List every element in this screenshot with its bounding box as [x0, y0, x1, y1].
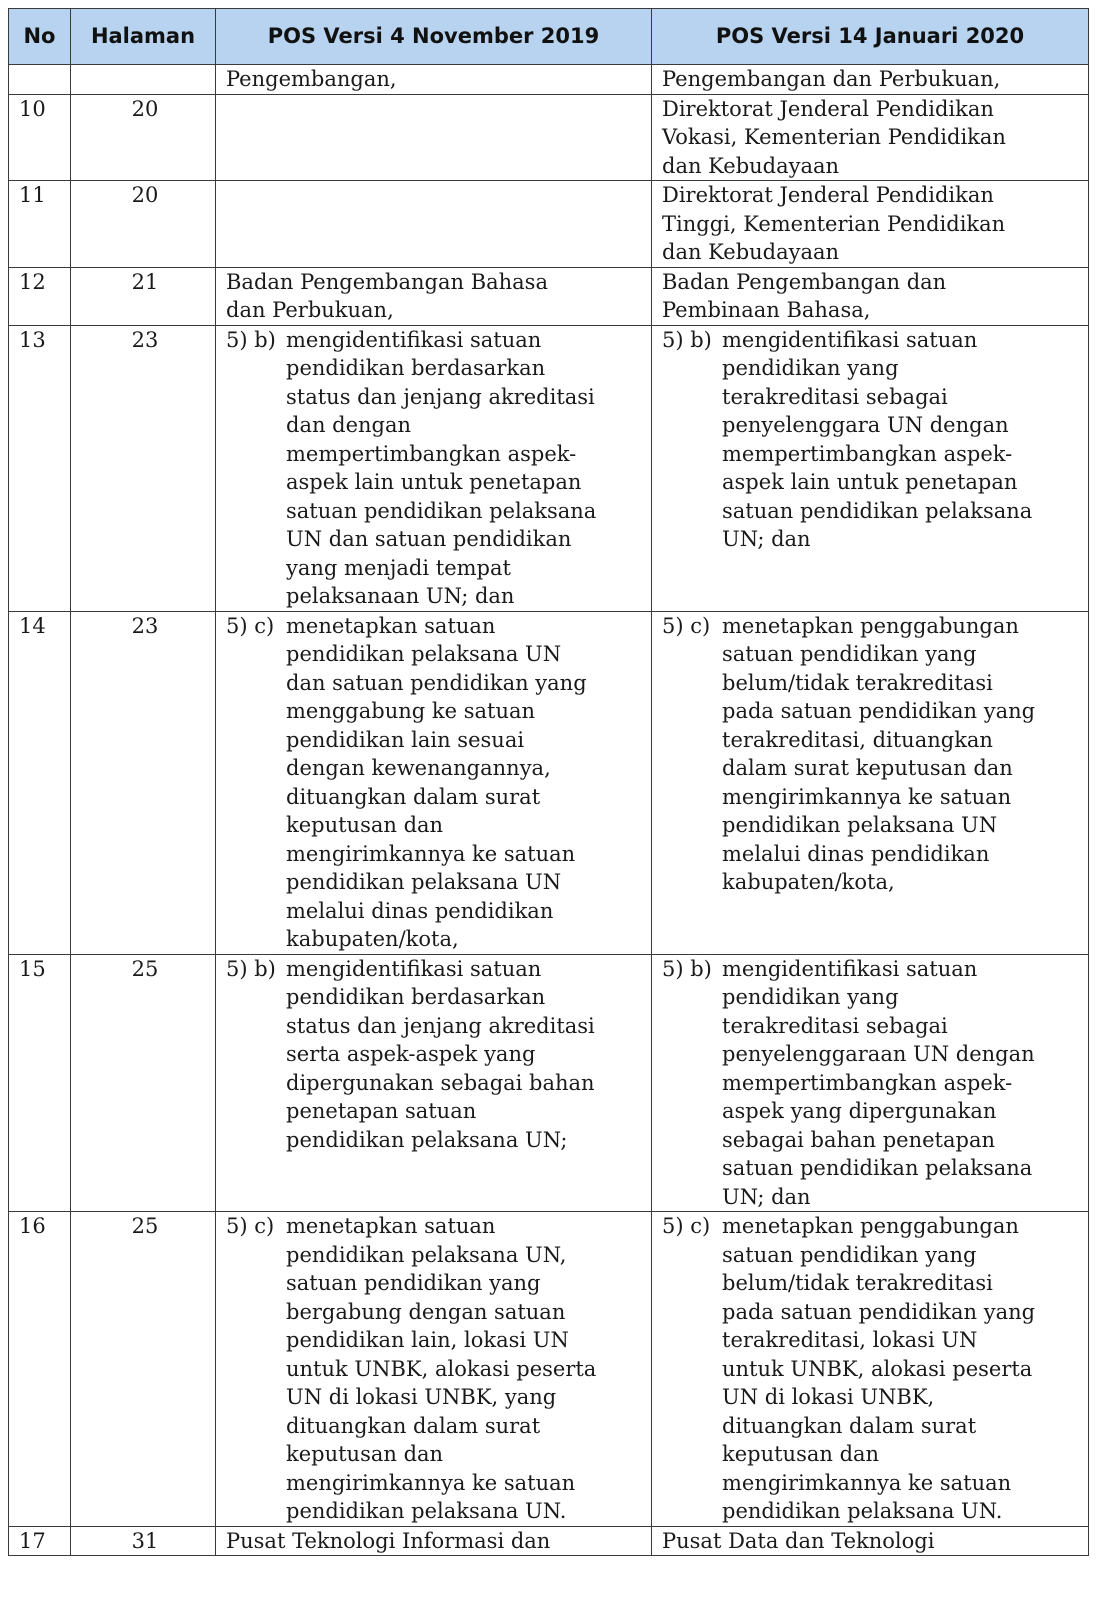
text-line: menetapkan penggabungan [722, 613, 1019, 638]
text-line: pelaksanaan UN; dan [286, 584, 515, 608]
item-label: 5) b) [226, 956, 276, 981]
row-page: 25 [71, 1212, 216, 1527]
cell-version-2020 [652, 267, 1089, 325]
cell-version-2019 [216, 65, 652, 95]
table-row [9, 267, 1089, 325]
text-line: pendidikan pelaksana UN [286, 642, 562, 666]
row-page [71, 65, 216, 95]
text-line: menggabung ke satuan [286, 699, 536, 723]
text-line: penetapan satuan [286, 1099, 477, 1123]
row-page: 23 [71, 325, 216, 611]
text-line: UN di lokasi UNBK, [722, 1385, 935, 1409]
cell-version-2020 [652, 1212, 1089, 1527]
text-line: kabupaten/kota, [722, 870, 895, 894]
cell-version-2020 [652, 325, 1089, 611]
text-line: satuan pendidikan yang [722, 642, 977, 666]
item-label: 5) b) [662, 956, 712, 981]
row-page: 25 [71, 954, 216, 1212]
row-page: 21 [71, 267, 216, 325]
text-line: dituangkan dalam surat [286, 1413, 541, 1438]
row-number: 11 [9, 181, 71, 268]
text-line: Pembinaan Bahasa, [662, 298, 871, 322]
row-number [9, 65, 71, 95]
text-line: mengirimkannya ke satuan [722, 1470, 1012, 1495]
row-page: 20 [71, 94, 216, 181]
text-line: keputusan dan [722, 1442, 880, 1466]
header-version-2019: POS Versi 4 November 2019 [216, 9, 652, 65]
text-line: UN; dan [722, 527, 811, 551]
table-row [9, 181, 1089, 268]
text-line: mengirimkannya ke satuan [286, 841, 576, 866]
text-line: melalui dinas pendidikan [722, 841, 990, 866]
text-line: dengan kewenangannya, [286, 756, 551, 780]
text-line: pendidikan pelaksana UN [722, 813, 998, 837]
text-line: aspek yang dipergunakan [722, 1099, 997, 1123]
text-line: dan dengan [286, 413, 412, 437]
row-page: 31 [71, 1526, 216, 1556]
item-label: 5) b) [662, 327, 712, 352]
text-line: mengidentifikasi satuan [722, 956, 978, 981]
text-line: menetapkan satuan [286, 613, 496, 638]
comparison-table [8, 8, 1089, 1556]
cell-version-2020 [652, 611, 1089, 954]
text-line: serta aspek-aspek yang [286, 1042, 536, 1066]
text-line: Pusat Teknologi Informasi dan [226, 1528, 551, 1553]
text-line: dituangkan dalam surat [722, 1413, 977, 1438]
text-line: mempertimbangkan aspek- [722, 1070, 1013, 1095]
text-line: untuk UNBK, alokasi peserta [286, 1356, 597, 1381]
text-line: mengirimkannya ke satuan [286, 1470, 576, 1495]
text-line: keputusan dan [286, 813, 444, 837]
table-row [9, 325, 1089, 611]
text-line: pendidikan berdasarkan [286, 985, 546, 1009]
text-line: terakreditasi, dituangkan [722, 727, 993, 752]
text-line: satuan pendidikan yang [722, 1242, 977, 1267]
text-line: pendidikan pelaksana UN. [286, 1499, 567, 1523]
text-line: Badan Pengembangan Bahasa [226, 269, 548, 294]
cell-version-2020 [652, 94, 1089, 181]
text-line: satuan pendidikan pelaksana [722, 498, 1033, 523]
text-line: satuan pendidikan pelaksana [722, 1156, 1033, 1180]
text-line: keputusan dan [286, 1442, 444, 1466]
text-line: penyelenggara UN dengan [722, 413, 1009, 437]
text-line: kabupaten/kota, [286, 927, 459, 951]
text-line: dan satuan pendidikan yang [286, 670, 587, 695]
text-line: pada satuan pendidikan yang [722, 1299, 1036, 1324]
cell-version-2019 [216, 267, 652, 325]
text-line: dalam surat keputusan dan [722, 756, 1013, 780]
text-line: untuk UNBK, alokasi peserta [722, 1356, 1033, 1381]
row-number: 14 [9, 611, 71, 954]
text-line: pendidikan pelaksana UN; [286, 1127, 568, 1152]
text-line: mengidentifikasi satuan [286, 327, 542, 352]
text-line: terakreditasi sebagai [722, 384, 948, 409]
cell-version-2019 [216, 954, 652, 1212]
cell-version-2019 [216, 94, 652, 181]
text-line: sebagai bahan penetapan [722, 1127, 995, 1152]
cell-version-2020 [652, 181, 1089, 268]
item-label: 5) c) [226, 1214, 275, 1238]
text-line: mempertimbangkan aspek- [722, 441, 1013, 466]
item-label: 5) c) [662, 613, 711, 638]
text-line: terakreditasi, lokasi UN [722, 1328, 978, 1352]
text-line: mempertimbangkan aspek- [286, 441, 577, 466]
text-line: Pengembangan dan Perbukuan, [662, 67, 1001, 91]
cell-version-2019 [216, 1526, 652, 1556]
row-page: 20 [71, 181, 216, 268]
text-line: mengidentifikasi satuan [286, 956, 542, 981]
text-line: belum/tidak terakreditasi [722, 670, 993, 695]
text-line: dan Kebudayaan [662, 153, 840, 178]
item-label: 5) b) [226, 327, 276, 352]
text-line: UN di lokasi UNBK, yang [286, 1385, 557, 1409]
text-line: aspek lain untuk penetapan [722, 470, 1018, 494]
text-line: pendidikan pelaksana UN [286, 870, 562, 894]
table-row [9, 1212, 1089, 1527]
text-line: belum/tidak terakreditasi [722, 1271, 993, 1295]
text-line: pendidikan lain sesuai [286, 727, 525, 752]
row-number: 13 [9, 325, 71, 611]
text-line: status dan jenjang akreditasi [286, 1013, 595, 1038]
table-row [9, 65, 1089, 95]
cell-version-2019 [216, 611, 652, 954]
text-line: satuan pendidikan yang [286, 1271, 541, 1295]
row-number: 15 [9, 954, 71, 1212]
row-number: 16 [9, 1212, 71, 1527]
text-line: penyelenggaraan UN dengan [722, 1042, 1035, 1066]
text-line: mengirimkannya ke satuan [722, 784, 1012, 809]
item-label: 5) c) [662, 1214, 711, 1238]
cell-version-2020 [652, 1526, 1089, 1556]
text-line: dan Kebudayaan [662, 240, 840, 264]
cell-version-2019 [216, 325, 652, 611]
text-line: melalui dinas pendidikan [286, 898, 554, 923]
text-line: dipergunakan sebagai bahan [286, 1070, 595, 1095]
text-line: aspek lain untuk penetapan [286, 470, 582, 494]
text-line: menetapkan satuan [286, 1214, 496, 1238]
text-line: pendidikan lain, lokasi UN [286, 1328, 569, 1352]
text-line: satuan pendidikan pelaksana [286, 498, 597, 523]
row-page: 23 [71, 611, 216, 954]
text-line: Pengembangan, [226, 67, 397, 91]
table-row [9, 94, 1089, 181]
text-line: Pusat Data dan Teknologi [662, 1528, 935, 1553]
text-line: pada satuan pendidikan yang [722, 699, 1036, 723]
header-halaman: Halaman [71, 9, 216, 65]
table-row [9, 954, 1089, 1212]
row-number: 17 [9, 1526, 71, 1556]
header-no: No [9, 9, 71, 65]
header-version-2020: POS Versi 14 Januari 2020 [652, 9, 1089, 65]
text-line: Badan Pengembangan dan [662, 269, 947, 294]
row-number: 10 [9, 94, 71, 181]
cell-version-2019 [216, 181, 652, 268]
cell-version-2019 [216, 1212, 652, 1527]
text-line: Vokasi, Kementerian Pendidikan [662, 125, 1006, 149]
row-number: 12 [9, 267, 71, 325]
text-line: UN; dan [722, 1184, 811, 1209]
table-row [9, 1526, 1089, 1556]
cell-version-2020 [652, 954, 1089, 1212]
text-line: pendidikan pelaksana UN, [286, 1242, 567, 1267]
header-row [9, 9, 1089, 65]
text-line: yang menjadi tempat [286, 555, 511, 580]
cell-version-2020 [652, 65, 1089, 95]
text-line: pendidikan yang [722, 985, 899, 1009]
text-line: menetapkan penggabungan [722, 1214, 1019, 1238]
text-line: mengidentifikasi satuan [722, 327, 978, 352]
item-label: 5) c) [226, 613, 275, 638]
text-line: pendidikan pelaksana UN. [722, 1499, 1003, 1523]
text-line: status dan jenjang akreditasi [286, 384, 595, 409]
text-line: Direktorat Jenderal Pendidikan [662, 183, 994, 207]
text-line: bergabung dengan satuan [286, 1299, 566, 1324]
text-line: terakreditasi sebagai [722, 1013, 948, 1038]
text-line: dituangkan dalam surat [286, 784, 541, 809]
table-row [9, 611, 1089, 954]
text-line: UN dan satuan pendidikan [286, 527, 572, 551]
text-line: dan Perbukuan, [226, 298, 394, 322]
text-line: pendidikan yang [722, 356, 899, 380]
text-line: pendidikan berdasarkan [286, 356, 546, 380]
text-line: Direktorat Jenderal Pendidikan [662, 96, 994, 121]
text-line: Tinggi, Kementerian Pendidikan [662, 211, 1006, 236]
